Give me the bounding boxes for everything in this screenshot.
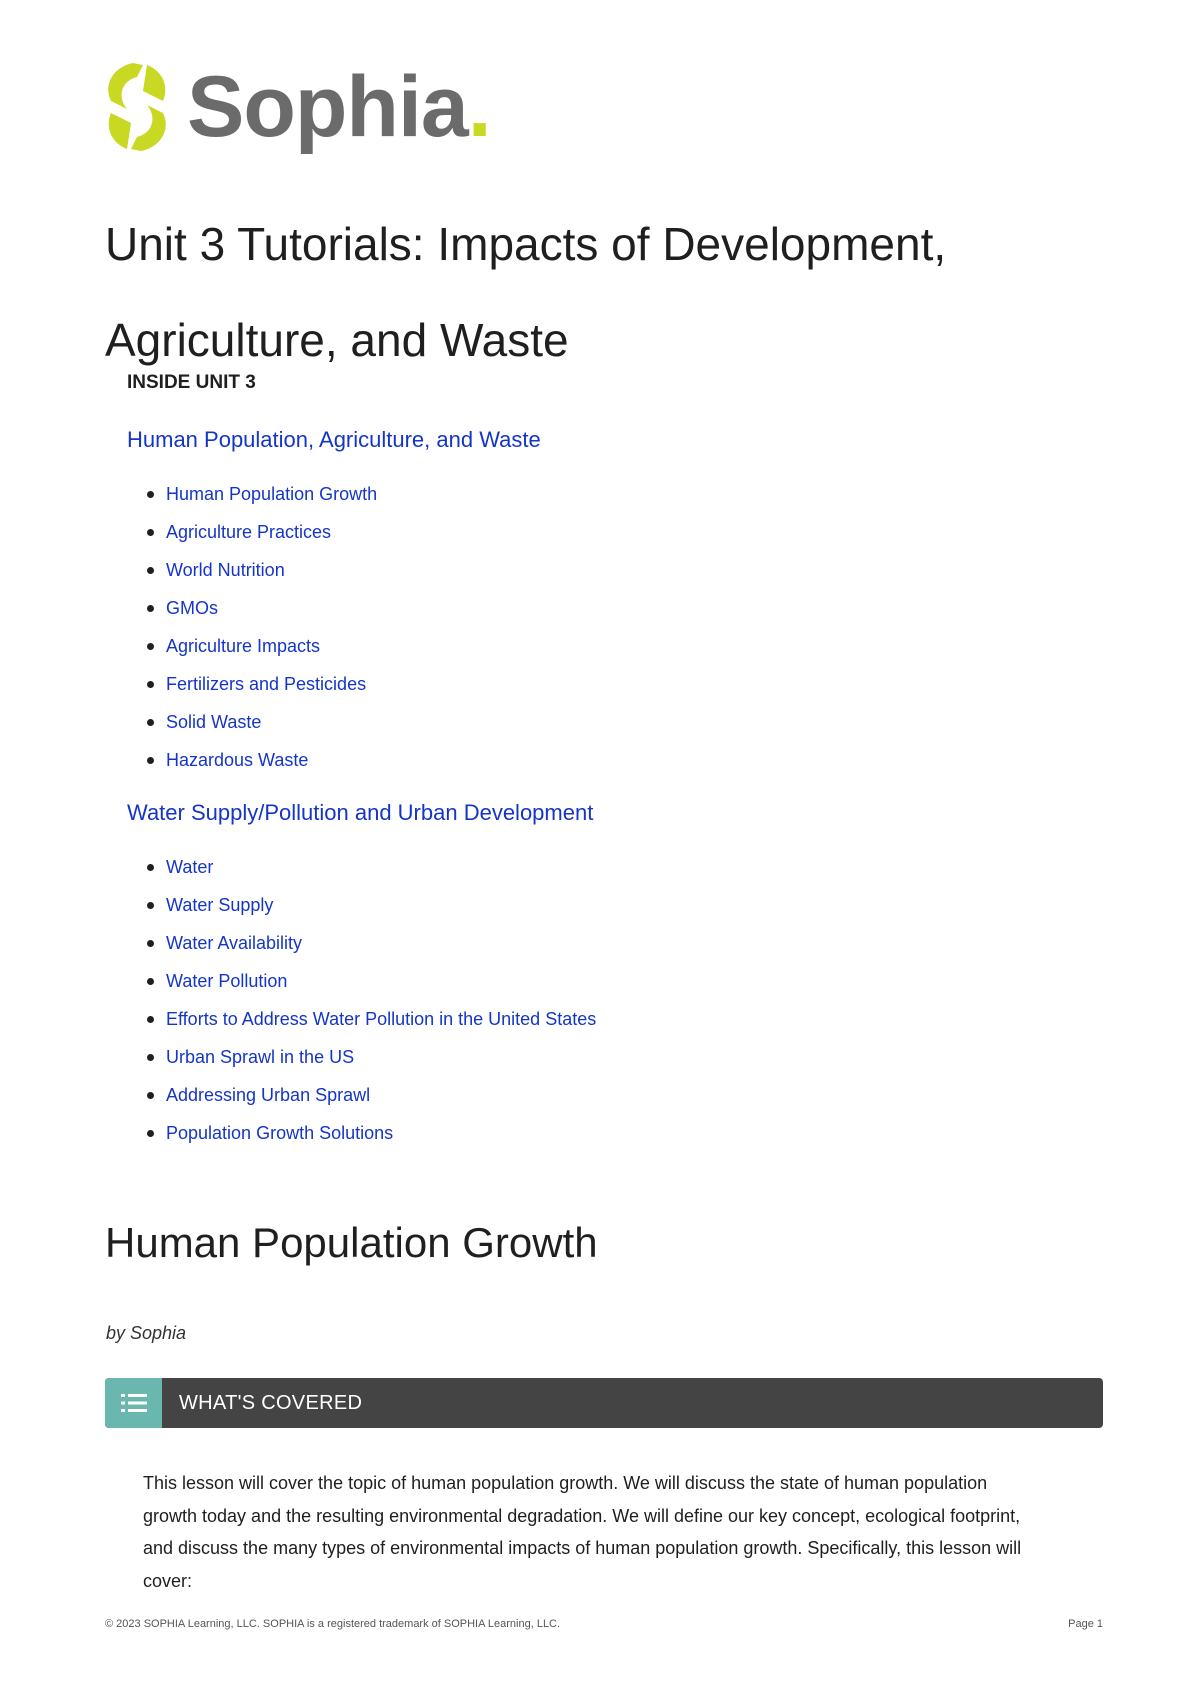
lesson-link[interactable]: Water xyxy=(145,848,596,886)
section-heading[interactable]: Human Population, Agriculture, and Waste xyxy=(127,427,541,452)
whats-covered-banner xyxy=(105,1378,1103,1428)
logo-name: Sophia xyxy=(187,59,468,155)
sophia-logo xyxy=(103,55,491,159)
footer-copyright: © 2023 SOPHIA Learning, LLC. SOPHIA is a registered trademark of SOPHIA Learning, LLC. xyxy=(105,1618,561,1630)
lesson-intro-paragraph: This lesson will cover the topic of human population growth. We will discuss the state of human population growth today and the resulting environmental degradation. We will define our key concept, ecological footprint, and discuss the many types of environmental impacts of human population growth. Specifically, this lesson will cover: xyxy=(143,1473,1022,1591)
sophia-logo-wordmark xyxy=(187,59,491,155)
sophia-logo-mark-icon xyxy=(103,61,171,153)
section-link-list xyxy=(145,475,377,779)
lesson-link[interactable]: Fertilizers and Pesticides xyxy=(145,665,377,703)
lesson-link[interactable]: Solid Waste xyxy=(145,703,377,741)
byline: by Sophia xyxy=(106,1323,187,1343)
lesson-link[interactable]: Water Pollution xyxy=(145,962,596,1000)
lesson-link[interactable]: GMOs xyxy=(145,589,377,627)
lesson-link[interactable]: Human Population Growth xyxy=(145,475,377,513)
lesson-link[interactable]: Urban Sprawl in the US xyxy=(145,1038,596,1076)
section-heading[interactable]: Water Supply/Pollution and Urban Development xyxy=(127,800,594,825)
lesson-link[interactable]: Agriculture Practices xyxy=(145,513,377,551)
whats-covered-label: WHAT'S COVERED xyxy=(179,1392,363,1414)
section-link-list xyxy=(145,848,596,1152)
lesson-link[interactable]: Water Availability xyxy=(145,924,596,962)
lesson-link[interactable]: Agriculture Impacts xyxy=(145,627,377,665)
lesson-link[interactable]: Efforts to Address Water Pollution in the United States xyxy=(145,1000,596,1038)
footer-page-number: Page 1 xyxy=(1068,1618,1103,1630)
lesson-link[interactable]: Population Growth Solutions xyxy=(145,1114,596,1152)
list-icon xyxy=(105,1378,162,1428)
lesson-title: Human Population Growth xyxy=(105,1219,598,1266)
lesson-link[interactable]: Addressing Urban Sprawl xyxy=(145,1076,596,1114)
lesson-link[interactable]: Water Supply xyxy=(145,886,596,924)
inside-unit-label: INSIDE UNIT 3 xyxy=(127,372,256,393)
logo-period: . xyxy=(467,59,491,155)
lesson-link[interactable]: World Nutrition xyxy=(145,551,377,589)
unit-title: Unit 3 Tutorials: Impacts of Development, Agriculture, and Waste xyxy=(105,218,947,366)
lesson-link[interactable]: Hazardous Waste xyxy=(145,741,377,779)
